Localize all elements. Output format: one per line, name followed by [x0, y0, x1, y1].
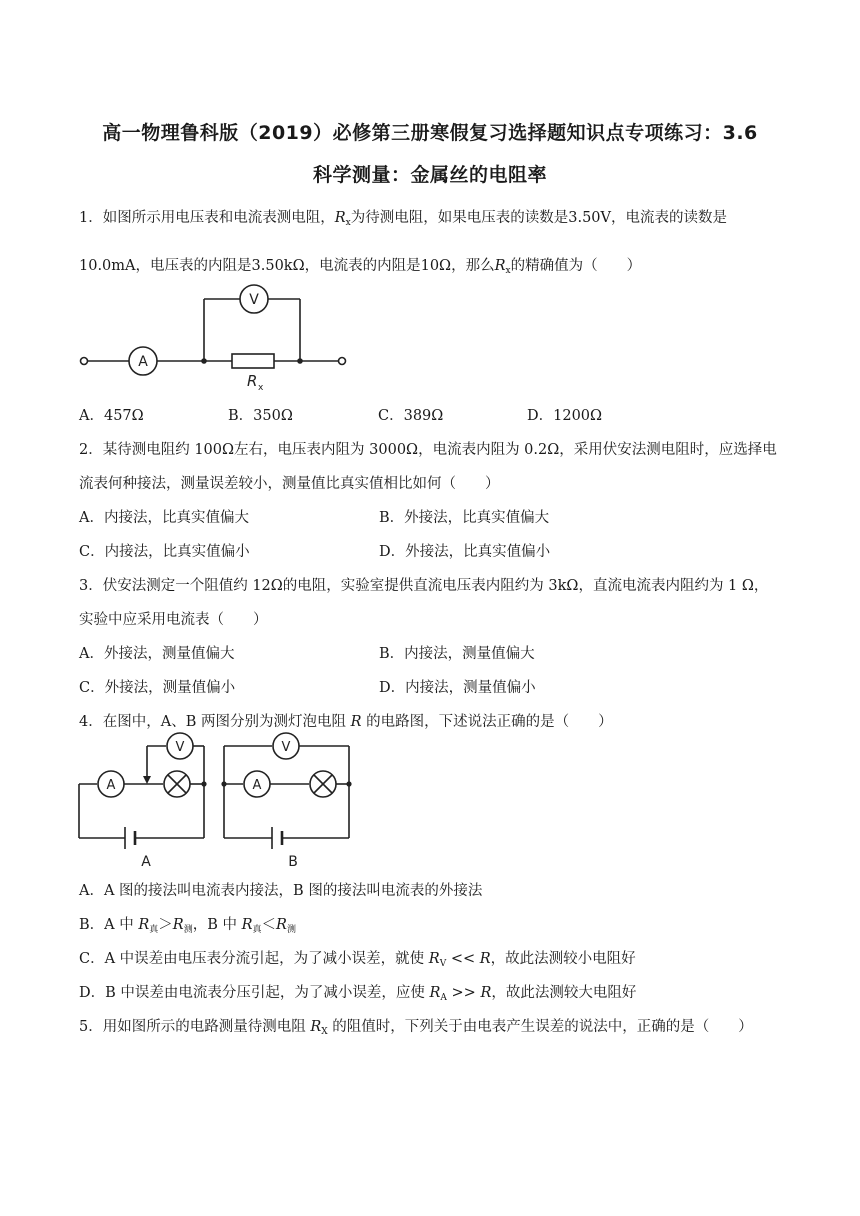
q4-figure-a-caption: A	[141, 854, 151, 870]
q4-figure-b-caption: B	[288, 854, 298, 870]
q4-option-a[interactable]: A．A 图的接法叫电流表内接法，B 图的接法叫电流表的外接法	[79, 883, 483, 899]
q1-option-d[interactable]: D．1200Ω	[527, 408, 603, 424]
q3-option-b[interactable]: B．内接法，测量值偏大	[379, 646, 535, 662]
q1-resistor-label: R	[247, 372, 258, 390]
q4-stem: 4．在图中，A、B 两图分别为测灯泡电阻 R 的电路图，下述说法正确的是（ ）	[79, 714, 613, 730]
q1-resistor-subscript: x	[258, 383, 264, 393]
q3-option-c[interactable]: C．外接法，测量值偏小	[79, 680, 236, 696]
q1-voltmeter-label: V	[249, 292, 259, 308]
q2-stem-line-2: 流表何种接法，测量误差较小，测量值比真实值相比如何（ ）	[79, 476, 500, 492]
q4-a-ammeter-label: A	[106, 778, 116, 793]
q4-a-voltmeter-label: V	[175, 740, 185, 755]
q2-option-b[interactable]: B．外接法，比真实值偏大	[379, 510, 550, 526]
q1-option-a[interactable]: A．457Ω	[79, 408, 144, 424]
q3-stem-line-2: 实验中应采用电流表（ ）	[79, 612, 268, 628]
q2-option-a[interactable]: A．内接法，比真实值偏大	[79, 510, 249, 526]
q4-b-ammeter-label: A	[252, 778, 262, 793]
q1-stem-line-1: 1．如图所示用电压表和电流表测电阻，$R_x$为待测电阻，如果电压表的读数是3.50V，电流表的读数是	[79, 210, 727, 228]
title-line-2: 科学测量：金属丝的电阻率	[312, 164, 547, 186]
q5-stem: 5．用如图所示的电路测量待测电阻 $R_X$ 的阻值时，下列关于由电表产生误差的说法中，正确的是（ ）	[79, 1019, 753, 1037]
q2-option-c[interactable]: C．内接法，比真实值偏小	[79, 544, 250, 560]
q4-option-d[interactable]: D．B 中误差由电流表分压引起，为了减小误差，应使 $R_A >> R$，故此法测较大电阻好	[79, 985, 637, 1003]
q1-stem-line-2: 10.0mA，电压表的内阻是3.50kΩ，电流表的内阻是10Ω，那么$R_x$的精确值为（ ）	[79, 258, 642, 276]
q4-option-b[interactable]: B．A 中 $R_真>R_测$，B 中 $R_真<R_测$	[79, 917, 296, 935]
q1-ammeter-label: A	[138, 354, 148, 370]
title-line-1: 高一物理鲁科版（2019）必修第三册寒假复习选择题知识点专项练习：3.6	[102, 122, 758, 144]
q4-b-voltmeter-label: V	[281, 740, 291, 755]
q3-stem-line-1: 3．伏安法测定一个阻值约 12Ω的电阻，实验室提供直流电压表内阻约为 3kΩ，直流电流表内阻约为 1 Ω，	[79, 578, 769, 594]
q3-option-d[interactable]: D．内接法，测量值偏小	[379, 680, 536, 696]
q1-option-c[interactable]: C．389Ω	[378, 408, 444, 424]
q1-option-b[interactable]: B．350Ω	[228, 408, 293, 424]
q2-stem-line-1: 2．某待测电阻约 100Ω左右，电压表内阻为 3000Ω，电流表内阻为 0.2Ω，采用伏安法测电阻时，应选择电	[79, 442, 777, 458]
q3-option-a[interactable]: A．外接法，测量值偏大	[79, 646, 235, 662]
q4-option-c[interactable]: C．A 中误差由电压表分流引起，为了减小误差，就使 $R_V << R$，故此法测较小电阻好	[79, 951, 636, 969]
q2-option-d[interactable]: D．外接法，比真实值偏小	[379, 544, 551, 560]
